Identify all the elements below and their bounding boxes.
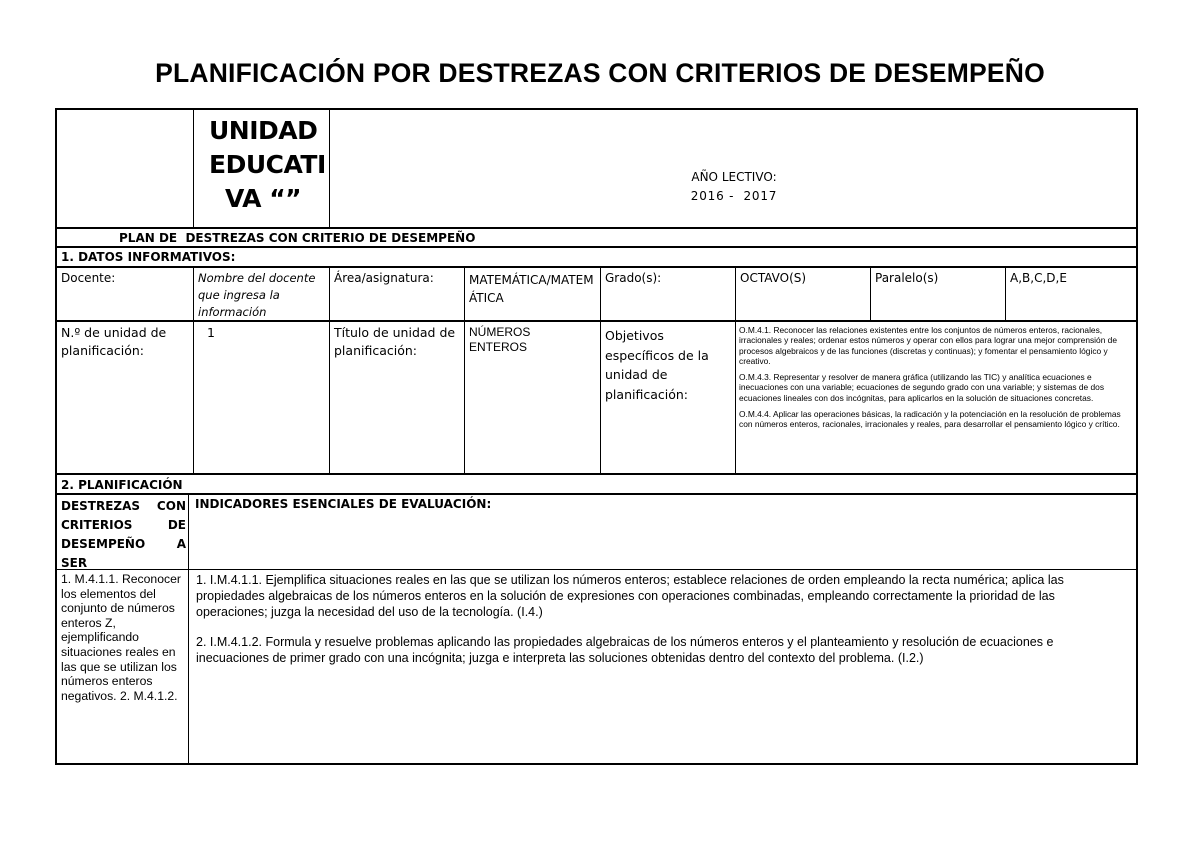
titulo-value (464, 320, 600, 473)
objetivos-label-text: Objetivos específicos de la unidad de planificación: (605, 328, 709, 402)
ano-lectivo-cell (329, 110, 1138, 227)
grado-value-text: OCTAVO(S) (740, 271, 807, 285)
area-value-text: MATEMÁTICA/MATEMÁTICA (469, 273, 594, 305)
indicador-item: 1. I.M.4.1.1. Ejemplifica situaciones reales en las que se utilizan los números enteros; establece relaciones de orden empleando la recta numérica; aplica las propiedades algebraicas de los números enteros en la solución de expresiones con operaciones combinadas, empleando correctamente la prioridad de las operaciones; juzga la necesidad del uso de la tecnología. (I.4.) (196, 573, 1064, 619)
plan-heading-text: PLAN DE DESTREZAS CON CRITERIO DE DESEMPEÑO (119, 231, 476, 245)
section-planificacion (57, 473, 1138, 493)
unidad-label-text: N.º de unidad de planificación: (61, 325, 167, 358)
section-datos-informativos (57, 246, 1138, 266)
school-name-line-1: UNIDAD (209, 116, 318, 145)
indicadores-header-text: INDICADORES ESENCIALES DE EVALUACIÓN: (195, 497, 492, 511)
unidad-label (57, 320, 193, 473)
destrezas-header (57, 493, 188, 569)
objetivo-item: O.M.4.1. Reconocer las relaciones existentes entre los conjuntos de números enteros, racionales, irracionales y reales; ordenar estos números y operar con ellos para lograr una mejor comprensión de procesos algebraicos y de las funciones (discretas y continuas); y fomentar el pensamiento lógico y creativo. (739, 325, 1117, 366)
titulo-label (329, 320, 464, 473)
grado-value (735, 266, 870, 320)
area-value (464, 266, 600, 320)
indicadores-header (188, 493, 1138, 569)
section-planificacion-text: 2. PLANIFICACIÓN (61, 478, 183, 492)
section-datos-text: 1. DATOS INFORMATIVOS: (61, 250, 236, 264)
objetivo-item: O.M.4.3. Representar y resolver de manera gráfica (utilizando las TIC) y analítica ecuaciones e inecuaciones con una variable; ecuaciones de segundo grado con una variable; y sistemas de dos ecuaciones lineales con dos incógnitas, para aplicarlos en la solución de situaciones concretas. (739, 372, 1105, 403)
paralelo-value (1005, 266, 1138, 320)
grado-label-text: Grado(s): (605, 271, 662, 285)
ano-lectivo-value: 2016 - 2017 (690, 189, 778, 203)
docente-label (57, 266, 193, 320)
school-name (193, 110, 329, 227)
area-label-text: Área/asignatura: (334, 271, 434, 285)
paralelo-value-text: A,B,C,D,E (1010, 271, 1067, 285)
plan-heading (57, 227, 1138, 246)
docente-value-text: Nombre del docente que ingresa la información (198, 271, 316, 319)
objetivo-item: O.M.4.4. Aplicar las operaciones básicas, la radicación y la potenciación en la resolución de problemas con números enteros, racionales, irracionales y reales, para desarrollar el pensamiento lógico y crítico. (739, 409, 1121, 430)
planning-table (55, 108, 1138, 765)
school-name-line-3: VA “” (225, 184, 302, 213)
area-label (329, 266, 464, 320)
unidad-value-text: 1 (207, 325, 215, 340)
unidad-value (193, 320, 329, 473)
ano-lectivo-label: AÑO LECTIVO: (691, 170, 777, 184)
paralelo-label-text: Paralelo(s) (875, 271, 939, 285)
docente-label-text: Docente: (61, 271, 116, 285)
indicador-item: 2. I.M.4.1.2. Formula y resuelve problemas aplicando las propiedades algebraicas de los números enteros y el planteamiento y resolución de ecuaciones e inecuaciones de primer grado con una incógnita; juzga e interpreta las soluciones obtenidas dentro del contexto del problema. (I.2.) (196, 635, 1054, 665)
logo-cell (57, 110, 193, 227)
paralelo-label (870, 266, 1005, 320)
objetivos-list (735, 320, 1138, 473)
indicadores-content (188, 569, 1138, 765)
destrezas-content-text: 1. M.4.1.1. Reconocer los elementos del conjunto de números enteros Z, ejemplificando situaciones reales en las que se utilizan los números enteros negativos. 2. M.4.1.2. (61, 572, 181, 703)
objetivos-label (600, 320, 735, 473)
destrezas-content (57, 569, 188, 765)
titulo-label-text: Título de unidad de planificación: (334, 325, 456, 358)
grado-label (600, 266, 735, 320)
school-name-line-2: EDUCATI (209, 150, 326, 179)
titulo-value-text: NÚMEROS ENTEROS (469, 325, 531, 354)
docente-value (193, 266, 329, 320)
destrezas-header-text: DESTREZAS CON CRITERIOS DE DESEMPEÑO A SER (61, 499, 186, 569)
page-title: PLANIFICACIÓN POR DESTREZAS CON CRITERIOS DE DESEMPEÑO (155, 58, 1045, 88)
